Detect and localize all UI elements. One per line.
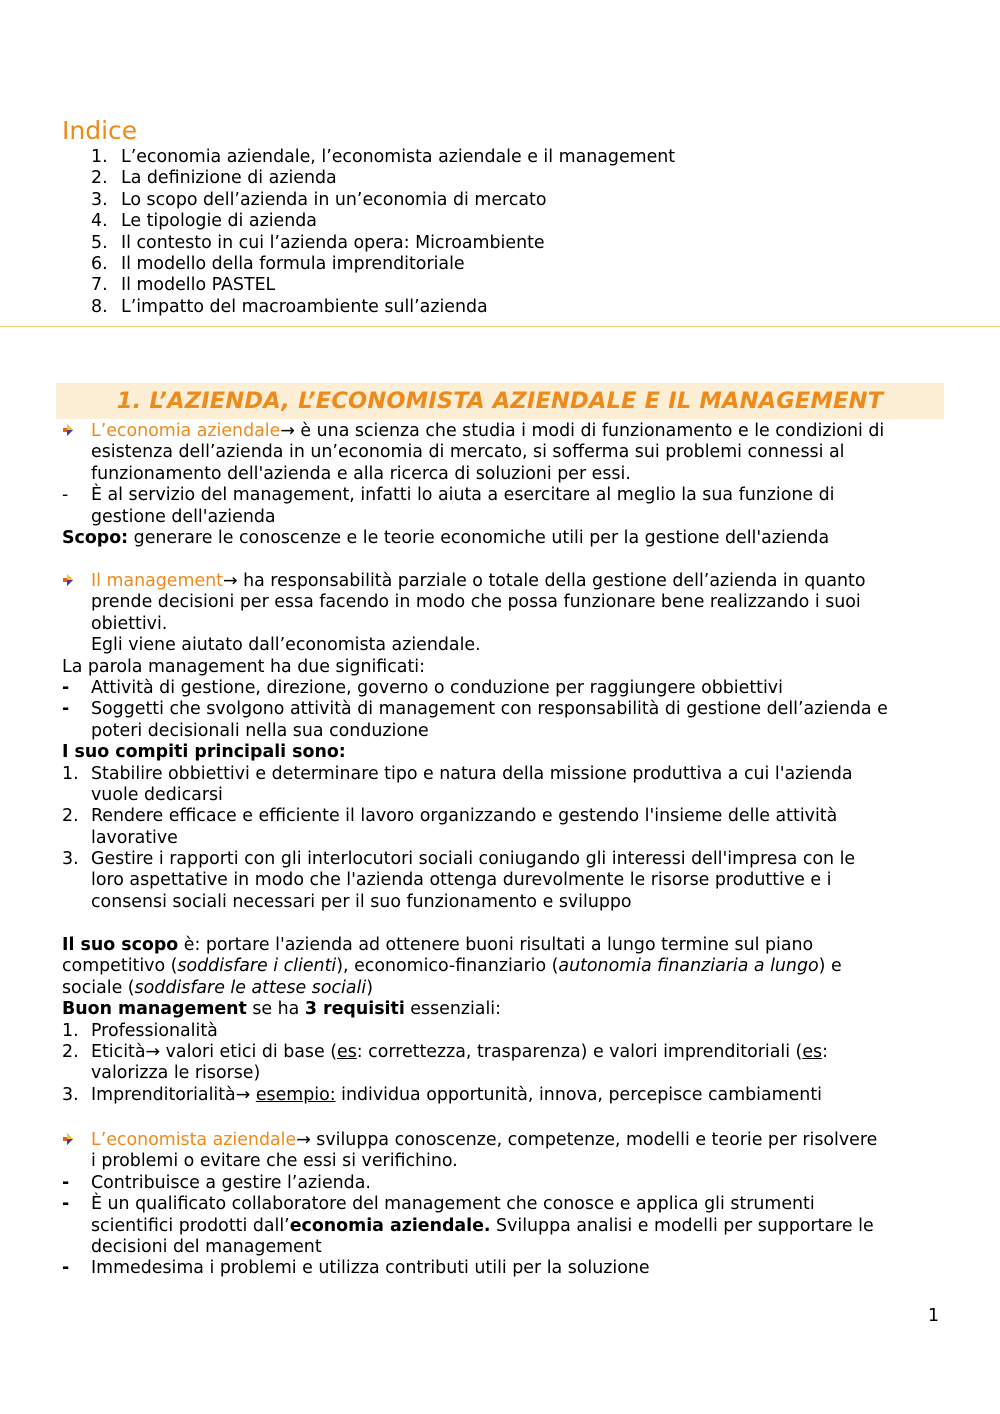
- scope-line: Scopo: generare le conoscenze e le teorie economiche utili per la gestione dell'azienda: [62, 527, 830, 548]
- purpose-block: Il suo scopo è: portare l'azienda ad ottenere buoni risultati a lungo termine sul piano competitivo (soddisfare i clienti), economico-finanziario (autonomia finanziaria a lungo) e sociale (soddisfare le attese sociali) Buon management se ha 3 requisiti essenziali: 1. Professionalità 2. Eticità→ valori etici di base (es: correttezza, trasparenza) e valori imprenditoriali (es: valorizza le risorse) 3. Imprenditorialità→ esempio: individua opportunità, innova, percepisce cambiamenti: [62, 935, 842, 1105]
- table-of-contents: [91, 147, 675, 318]
- tasks-title: I suo compiti principali sono:: [62, 742, 346, 763]
- arrow-bullet-icon: [62, 571, 78, 592]
- economist-block: L’economista aziendale→ sviluppa conoscenze, competenze, modelli e teorie per risolvere i problemi o evitare che essi si verifichino. - Contribuisce a gestire l’azienda. - È un qualificato collaboratore del management che conosce e applica gli strumenti scientifici prodotti dall’economia aziendale. Sviluppa analisi e modelli per supportare le decisioni del management - Immedesima i problemi e utilizza contributi utili per la soluzione: [62, 1130, 878, 1279]
- arrow-icon: →: [222, 571, 238, 591]
- econ-block: L’economia aziendale→ è una scienza che studia i modi di funzionamento e le condizioni di esistenza dell’azienda in un’economia di mercato, si sofferma sui problemi connessi al funzionamento dell'azienda e alla ricerca di soluzioni per essi. - È al servizio del management, infatti lo aiuta a esercitare al meglio la sua funzione di gestione dell'azienda Scopo: generare le conoscenze e le teorie economiche utili per la gestione dell'azienda: [62, 421, 885, 548]
- toc-item: 6. Il modello della formula imprenditoriale: [91, 253, 465, 274]
- section-heading: 1. L’AZIENDA, L’ECONOMISTA AZIENDALE E IL MANAGEMENT: [116, 388, 884, 414]
- toc-item: 4. Le tipologie di azienda: [91, 211, 317, 232]
- arrow-bullet-icon: [62, 421, 78, 442]
- toc-item: 2. La definizione di azienda: [91, 168, 337, 189]
- toc-item: 3. Lo scopo dell’azienda in un’economia di mercato: [91, 189, 547, 210]
- management-term: Il management: [91, 571, 223, 591]
- toc-item: 8. L’impatto del macroambiente sull’azienda: [91, 296, 488, 317]
- toc-item: 7. Il modello PASTEL: [91, 275, 276, 296]
- econ-term: L’economia aziendale: [91, 421, 281, 441]
- management-block: Il management→ ha responsabilità parziale o totale della gestione dell’azienda in quanto prende decisioni per essa facendo in modo che possa funzionare bene realizzando i suoi obiettivi. Egli viene aiutato dall’economista aziendale. La parola management ha due significati: - Attività di gestione, direzione, governo o conduzione per raggiungere obbiettivi - Soggetti che svolgono attività di management con responsabilità di gestione dell’azienda e poteri decisionali nella sua conduzione I suo compiti principali sono: 1. Stabilire obbiettivi e determinare tipo e natura della missione produttiva a cui l'azienda vuole dedicarsi 2. Rendere efficace e efficiente il lavoro organizzando e gestendo l'insieme delle attività lavorative 3. Gestire i rapporti con gli interlocutori sociali coniugando gli interessi dell'impresa con le loro aspettative in modo che l'azienda ottenga durevolmente le risorse produttive e i consensi sociali necessari per il suo funzionamento e sviluppo: [62, 571, 888, 912]
- arrow-icon: →: [145, 1041, 161, 1062]
- arrow-icon: →: [296, 1130, 311, 1150]
- toc-item: 1. L’economia aziendale, l’economista aziendale e il management: [91, 147, 676, 167]
- toc-item: 5. Il contesto in cui l’azienda opera: Microambiente: [91, 232, 545, 253]
- page-number: 1: [928, 1306, 940, 1326]
- toc-title: Indice: [62, 116, 138, 145]
- arrow-bullet-icon: [62, 1130, 78, 1151]
- arrow-icon: →: [280, 421, 295, 441]
- arrow-icon: →: [235, 1084, 251, 1105]
- section-divider: [0, 326, 1000, 327]
- economist-term: L’economista aziendale: [91, 1130, 297, 1150]
